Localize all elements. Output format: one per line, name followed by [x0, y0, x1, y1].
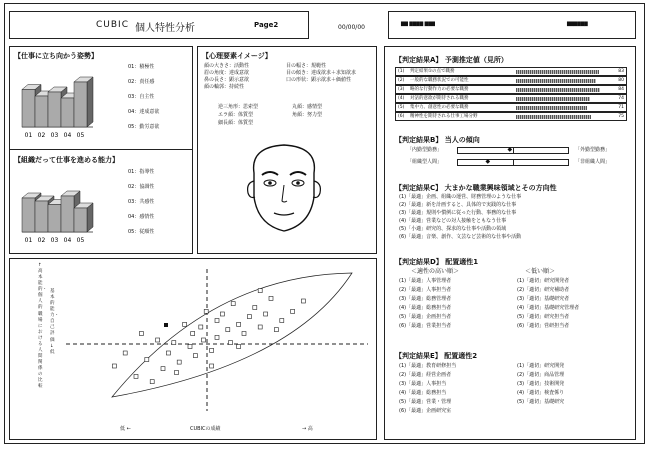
- result-b-title: 【判定結果B】 当人の傾向: [395, 136, 480, 144]
- result-c-item: (1)「最適」企画、組織の運営、財務管理のような仕事: [399, 194, 522, 200]
- data-point: [112, 364, 116, 368]
- face-type: エラ顔：体質型: [218, 112, 254, 118]
- psych-item: 鼻の長さ：顕示意欲: [204, 77, 250, 83]
- row-bar: [516, 97, 590, 101]
- data-point: [242, 332, 246, 336]
- scatter-panel: [9, 258, 377, 440]
- data-point: [150, 380, 154, 384]
- data-point: [166, 351, 170, 355]
- row-bar: [516, 88, 600, 92]
- result-a-row: [395, 76, 627, 85]
- distribution-ellipse: [112, 273, 352, 397]
- result-d-high-item: (2)「最適」人事担当者: [399, 287, 452, 293]
- psych-item: 目の幅さ：規範性: [286, 63, 327, 69]
- page-number: Page2: [254, 21, 279, 29]
- data-point: [264, 312, 268, 316]
- page-title: 個人特性分析: [135, 23, 195, 34]
- data-point: [274, 328, 278, 332]
- row-label: 集中力、創意性の必要な職務: [410, 105, 469, 110]
- result-d-low-item: (3)「適切」基礎研究者: [517, 296, 570, 302]
- legend-item: 02：責任感: [128, 79, 155, 85]
- result-e-left-item: (6)「最適」企画研究室: [399, 408, 452, 414]
- legend-item: 05：従順性: [128, 229, 155, 235]
- row-value: 74: [618, 96, 624, 101]
- attitude-panel: [9, 46, 193, 150]
- data-point: [139, 332, 143, 336]
- row-bar: [516, 70, 599, 74]
- legend-item: 05：勤労意欲: [128, 124, 160, 130]
- face-illustration: [236, 137, 332, 235]
- result-e-left-item: (2)「最適」経営企画者: [399, 372, 452, 378]
- row-value: 83: [618, 69, 624, 74]
- legend-item: 03：共感性: [128, 199, 155, 205]
- scale-left: 「組織型人間」: [407, 159, 443, 165]
- row-label: 対話的意欲が期待される職務: [410, 96, 469, 101]
- data-point: [202, 338, 206, 342]
- data-point: [188, 345, 192, 349]
- scale-marker: ◆: [485, 158, 491, 165]
- row-no: (2): [398, 78, 405, 83]
- result-c-item: (4)「最適」営業などの対人接触をともなう仕事: [399, 218, 507, 224]
- data-point: [226, 328, 230, 332]
- ability-title: 【組織だって仕事を進める能力】: [14, 156, 119, 164]
- data-point: [231, 302, 235, 306]
- result-e-right-item: (1)「適切」研究開発: [517, 363, 565, 369]
- legend-item: 01：積極性: [128, 64, 155, 70]
- row-value: 80: [618, 78, 624, 83]
- data-point: [215, 335, 219, 339]
- data-point: [253, 306, 257, 310]
- axis-label: 01: [24, 132, 33, 139]
- data-point: [215, 319, 219, 323]
- axis-label: 02: [37, 132, 46, 139]
- data-point: [123, 351, 127, 355]
- name-bar: [388, 11, 636, 39]
- face-type: 丸顔：感情型: [292, 104, 323, 110]
- result-d-title: 【判定結果D】 配置適性1: [395, 258, 479, 266]
- result-e-right-item: (5)「適切」基礎研究: [517, 399, 565, 405]
- scatter-plot: [62, 265, 372, 415]
- data-point: [193, 354, 197, 358]
- x-axis-label: CUBICの成績: [190, 426, 221, 432]
- axis-label: 01: [24, 237, 33, 244]
- row-no: (6): [398, 114, 405, 119]
- row-no: (4): [398, 96, 405, 101]
- ability-bar-chart: [16, 166, 106, 251]
- data-point: [237, 322, 241, 326]
- scale-left: 「内勤型勤務」: [407, 147, 443, 153]
- bar-05: [74, 77, 93, 127]
- data-point: [210, 348, 214, 352]
- psych-item: 目の傾き：達成欲求＋求知欲求: [286, 70, 357, 76]
- legend-item: 01：指導性: [128, 169, 155, 175]
- row-value: 84: [618, 87, 624, 92]
- result-c-item: (6)「最適」音楽、創作、文芸など芸術的な仕事や活動: [399, 234, 522, 240]
- axis-label: 02: [37, 237, 46, 244]
- data-point: [301, 299, 305, 303]
- result-d-low-item: (4)「適切」基礎研究管理者: [517, 305, 580, 311]
- axis-label: 05: [76, 132, 85, 139]
- axis-label: 05: [76, 237, 85, 244]
- x-axis-high: → 高: [302, 426, 313, 432]
- y-axis-label-right: 基本的能力・自己評価 ↓低: [50, 289, 59, 355]
- data-point: [258, 289, 262, 293]
- result-c-item: (2)「最適」新を計画すると、具体的で実践的な仕事: [399, 202, 517, 208]
- data-point: [237, 345, 241, 349]
- result-a-row: [395, 85, 627, 94]
- psych-title: 【心理要素イメージ】: [202, 52, 272, 60]
- row-value: 71: [618, 105, 624, 110]
- result-d-high-title: ＜適性の高い順＞: [411, 268, 460, 275]
- scale-box: [457, 147, 569, 154]
- bar-05: [74, 203, 93, 232]
- result-e-left-item: (1)「最適」教育研修担当: [399, 363, 457, 369]
- result-d-high-item: (3)「最適」総務管理者: [399, 296, 452, 302]
- result-a-title: 【判定結果A】 予測推定値（見所）: [395, 56, 508, 64]
- row-no: (3): [398, 87, 405, 92]
- x-axis-low: 低 ←: [120, 426, 131, 432]
- legend-item: 04：達成意欲: [128, 109, 160, 115]
- axis-label: 03: [50, 237, 59, 244]
- data-point: [175, 371, 179, 375]
- report-date: 00/00/00: [338, 24, 365, 31]
- face-type: 角顔：努力型: [292, 112, 323, 118]
- data-point: [247, 315, 251, 319]
- result-d-high-item: (4)「最適」総務担当者: [399, 305, 452, 311]
- data-point: [145, 358, 149, 362]
- data-point: [199, 325, 203, 329]
- data-point: [191, 332, 195, 336]
- axis-label: 03: [50, 132, 59, 139]
- attitude-title: 【仕事に立ち向かう姿勢】: [14, 52, 98, 60]
- result-a-row: [395, 67, 627, 76]
- result-d-low-item: (1)「適切」研究開発者: [517, 278, 570, 284]
- scale-marker: ◆: [507, 146, 513, 153]
- results-panel: [384, 46, 636, 440]
- result-d-high-item: (1)「最適」人事管理者: [399, 278, 452, 284]
- data-point: [172, 341, 176, 345]
- scale-box: [457, 159, 569, 166]
- psych-item: 眉の角度：達成意欲: [204, 70, 250, 76]
- result-e-left-item: (4)「最適」総務担当: [399, 390, 447, 396]
- row-label: 精神性を期待される仕事工場分野: [410, 114, 478, 119]
- attitude-bar-chart: [16, 61, 106, 146]
- redacted-field-2: ▇▇▇▇▇▇: [567, 22, 588, 27]
- result-a-row: [395, 112, 627, 121]
- result-e-title: 【判定結果E】 配置適性2: [395, 352, 478, 360]
- psych-item: 顔の大きさ：活動性: [204, 63, 250, 69]
- result-e-left-item: (3)「最適」人事担当: [399, 381, 447, 387]
- result-d-low-item: (6)「適切」営研担当者: [517, 323, 570, 329]
- result-e-right-item: (4)「適切」検査係り: [517, 390, 565, 396]
- y-axis-label-left: ↑高 本能的・個人的職場における人間関係の比較: [38, 263, 47, 390]
- row-label: 略的な行動作力の必要な職務: [410, 87, 469, 92]
- result-a-row: [395, 103, 627, 112]
- psych-panel: [197, 46, 377, 254]
- result-c-item: (5)「小適」研究的、探求的な仕事や活動の領域: [399, 226, 507, 232]
- data-point: [183, 322, 187, 326]
- row-no: (5): [398, 105, 405, 110]
- result-e-right-item: (3)「適切」技術開発: [517, 381, 565, 387]
- result-c-item: (3)「最適」規則や慣例に従った行動、事務的な仕事: [399, 210, 517, 216]
- axis-label: 04: [63, 237, 72, 244]
- row-no: (1): [398, 69, 405, 74]
- scale-right: 「外勤型勤務」: [575, 147, 611, 153]
- data-point: [258, 325, 262, 329]
- row-bar: [516, 79, 596, 83]
- result-e-left-item: (5)「最適」営業・管理: [399, 399, 452, 405]
- result-d-low-item: (5)「適切」研究担当者: [517, 314, 570, 320]
- result-d-high-item: (5)「最適」企画担当者: [399, 314, 452, 320]
- ability-panel: [9, 149, 193, 254]
- data-point: [280, 319, 284, 323]
- scale-right: 「非組織人間」: [575, 159, 611, 165]
- legend-item: 03：自主性: [128, 94, 155, 100]
- row-label: 一般的な職務状況での可能性: [410, 78, 469, 83]
- data-point: [177, 360, 181, 364]
- legend-item: 02：協調性: [128, 184, 155, 190]
- subject-point: [164, 323, 168, 327]
- result-c-title: 【判定結果C】 大まかな職業興味領域とその方向性: [395, 184, 557, 192]
- psych-item: 顔の輪郭：持続性: [204, 84, 245, 90]
- row-value: 75: [618, 114, 624, 119]
- brand-name: CUBIC: [96, 20, 129, 30]
- result-b-scales: [395, 147, 627, 171]
- face-type: 逆三角形：思索型: [218, 104, 259, 110]
- data-point: [204, 309, 208, 313]
- face-type: 細長顔：体質型: [218, 120, 254, 126]
- result-d-low-title: ＜低い順＞: [525, 268, 556, 275]
- axis-label: 04: [63, 132, 72, 139]
- row-bar: [516, 106, 587, 110]
- redacted-field-1: ▇▇ ▇▇▇▇ ▇▇▇: [401, 22, 436, 27]
- data-point: [269, 296, 273, 300]
- data-point: [134, 374, 138, 378]
- row-bar: [516, 115, 591, 119]
- row-label: 判定結果①の点で職務: [410, 69, 455, 74]
- data-point: [156, 338, 160, 342]
- data-point: [220, 312, 224, 316]
- legend-item: 04：感情性: [128, 214, 155, 220]
- data-point: [291, 309, 295, 313]
- data-point: [229, 341, 233, 345]
- data-point: [161, 367, 165, 371]
- result-d-low-item: (2)「適切」研究補助者: [517, 287, 570, 293]
- title-bar: [9, 11, 309, 39]
- psych-item: 口の形状：顕示欲求＋価値性: [286, 77, 352, 83]
- result-d-high-item: (6)「最適」営業担当者: [399, 323, 452, 329]
- result-e-right-item: (2)「適切」商品管理: [517, 372, 565, 378]
- data-point: [210, 364, 214, 368]
- result-a-row: [395, 94, 627, 103]
